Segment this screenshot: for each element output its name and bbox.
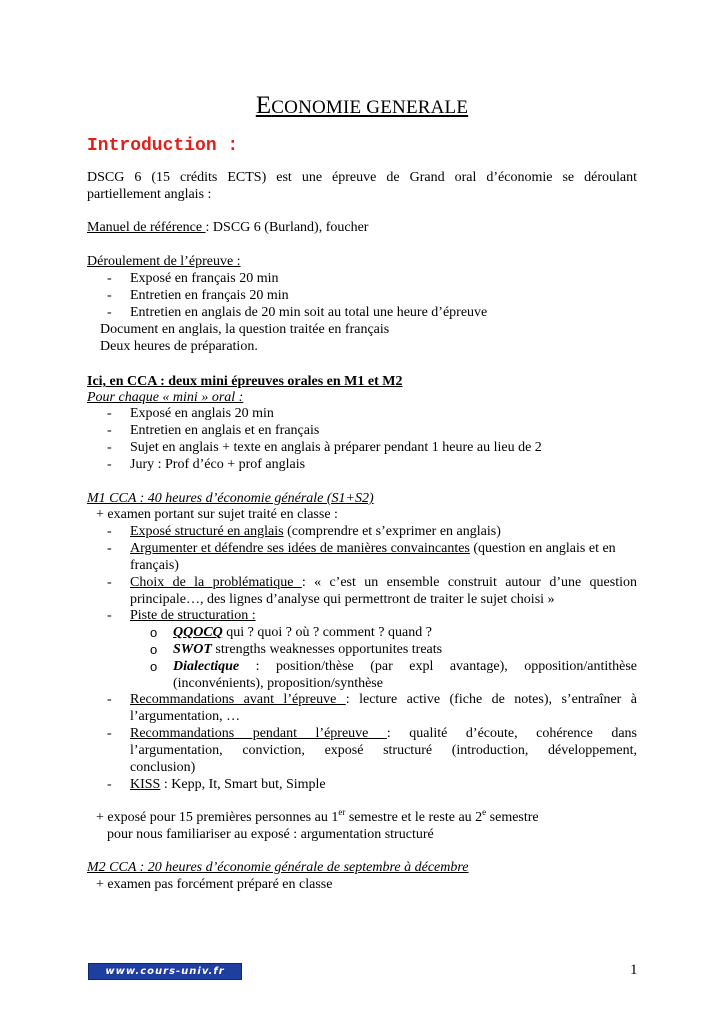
list-item-continuation: l’argumentation, conviction, exposé structuré (introduction, développement, <box>130 743 637 758</box>
list-item: Exposé en anglais 20 min <box>130 406 274 421</box>
list-bullet: - <box>107 440 112 455</box>
list-item: Recommandations pendant l’épreuve : qualité d’écoute, cohérence dans <box>130 726 638 741</box>
intro-paragraph-line2: partiellement anglais : <box>87 187 212 202</box>
list-bullet: - <box>107 457 112 472</box>
list-item: Exposé structuré en anglais (comprendre et s’exprimer en anglais) <box>130 524 501 539</box>
page-title: ECONOMIE GENERALE <box>255 92 469 119</box>
list-bullet: - <box>107 608 112 623</box>
list-item: Entretien en anglais et en français <box>130 423 320 438</box>
list-item-continuation: principale…, des lignes d’analyse qui permettront de traiter le sujet choisi » <box>130 592 555 607</box>
list-bullet: - <box>107 271 112 286</box>
list-item: Argumenter et défendre ses idées de manières convaincantes (question en anglais et en <box>130 541 616 556</box>
list-bullet: - <box>107 524 112 539</box>
list-item: KISS : Kepp, It, Smart but, Simple <box>130 777 326 792</box>
expose-line: + exposé pour 15 premières personnes au 1er semestre et le reste au 2e semestre <box>96 807 539 825</box>
chaque-label: Pour chaque « mini » oral : <box>87 390 244 405</box>
list-bullet: - <box>107 777 112 792</box>
intro-paragraph-line1: DSCG 6 (15 crédits ECTS) est une épreuve de Grand oral d’économie se déroulant <box>87 170 637 185</box>
familiariser-line: pour nous familiariser au exposé : argumentation structuré <box>107 827 434 842</box>
list-item: Piste de structuration : <box>130 608 256 623</box>
list-item: Choix de la problématique : « c’est un ensemble construit autour d’une question <box>130 575 637 590</box>
list-bullet: - <box>107 541 112 556</box>
list-item: Entretien en français 20 min <box>130 288 289 303</box>
preparation-line: Deux heures de préparation. <box>100 339 258 354</box>
sublist-item: Dialectique : position/thèse (par expl avantage), opposition/antithèse <box>173 659 637 674</box>
sublist-bullet: o <box>150 659 158 674</box>
list-bullet: - <box>107 305 112 320</box>
list-item-continuation: conclusion) <box>130 760 196 775</box>
manuel-line: Manuel de référence : DSCG 6 (Burland), foucher <box>87 220 369 235</box>
list-bullet: - <box>107 726 112 741</box>
list-item-continuation: l’argumentation, … <box>130 709 241 724</box>
list-item: Exposé en français 20 min <box>130 271 279 286</box>
manuel-label: Manuel de référence <box>87 220 206 235</box>
sublist-item: QQOCQ qui ? quoi ? où ? comment ? quand ? <box>173 625 432 640</box>
m2-exam-line: + examen pas forcément préparé en classe <box>96 877 333 892</box>
deroulement-label: Déroulement de l’épreuve : <box>87 254 241 269</box>
footer-logo-link[interactable]: www.cours-univ.fr <box>88 963 242 980</box>
sublist-item-continuation: (inconvénients), proposition/synthèse <box>173 676 383 691</box>
page-number: 1 <box>630 962 638 978</box>
list-bullet: - <box>107 575 112 590</box>
sublist-item: SWOT strengths weaknesses opportunites treats <box>173 642 443 657</box>
list-item: Jury : Prof d’éco + prof anglais <box>130 457 306 472</box>
sublist-bullet: o <box>150 642 158 657</box>
m2-label: M2 CCA : 20 heures d’économie générale de septembre à décembre <box>87 860 469 875</box>
list-item: Entretien en anglais de 20 min soit au total une heure d’épreuve <box>130 305 488 320</box>
m1-label: M1 CCA : 40 heures d’économie générale (S1+S2) <box>87 491 374 506</box>
m1-exam-line: + examen portant sur sujet traité en classe : <box>96 507 338 522</box>
cca-heading: Ici, en CCA : deux mini épreuves orales en M1 et M2 <box>87 374 403 389</box>
list-bullet: - <box>107 288 112 303</box>
list-bullet: - <box>107 406 112 421</box>
list-item: Recommandations avant l’épreuve : lecture active (fiche de notes), s’entraîner à <box>130 692 637 707</box>
list-item: Sujet en anglais + texte en anglais à préparer pendant 1 heure au lieu de 2 <box>130 440 542 455</box>
document-line: Document en anglais, la question traitée en français <box>100 322 390 337</box>
list-bullet: - <box>107 423 112 438</box>
list-bullet: - <box>107 692 112 707</box>
intro-heading: Introduction : <box>87 136 239 156</box>
sublist-bullet: o <box>150 625 158 640</box>
list-item-continuation: français) <box>130 558 179 573</box>
